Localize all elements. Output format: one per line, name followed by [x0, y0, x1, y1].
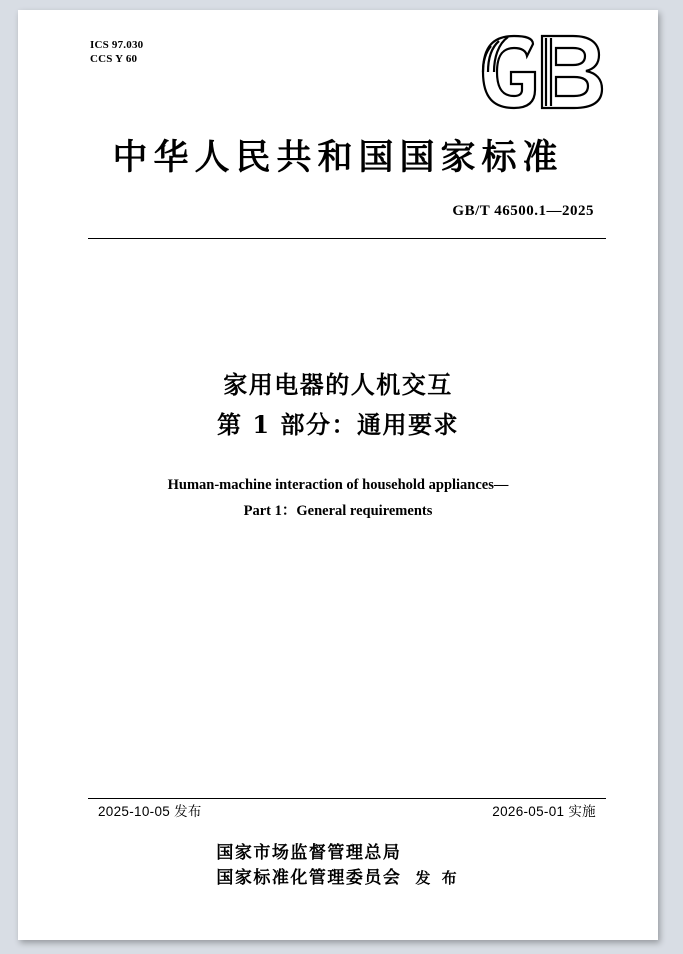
document-page [18, 10, 658, 940]
standard-number: GB/T 46500.1—2025 [452, 203, 594, 219]
divider-bottom [88, 798, 606, 799]
implementation-date: 2026-05-01 实施 [492, 804, 596, 819]
publisher-names [216, 841, 401, 891]
publish-verb: 发 布 [415, 868, 460, 887]
publisher-block [18, 841, 658, 891]
page-title: 中华人民共和国国家标准 [112, 137, 564, 178]
title-en-line2: Part 1：General requirements [243, 503, 433, 519]
classification-codes [90, 38, 143, 66]
standard-title-english [18, 472, 658, 524]
divider-top [88, 238, 606, 239]
ics-code: ICS 97.030 [90, 39, 144, 51]
title-cn-line1: 家用电器的人机交互 [223, 370, 453, 399]
gb-logo-icon [478, 34, 606, 110]
title-en-line1: Human-machine interaction of household appliances— [167, 477, 509, 493]
issue-date: 2025-10-05 发布 [98, 804, 202, 819]
title-cn-line2: 第 1 部分：通用要求 [217, 410, 459, 439]
ccs-code: CCS Y 60 [90, 53, 138, 65]
standard-title-chinese [18, 365, 658, 445]
publisher-line1: 国家市场监督管理总局 [216, 843, 402, 863]
publisher-line2: 国家标准化管理委员会 [216, 868, 402, 888]
